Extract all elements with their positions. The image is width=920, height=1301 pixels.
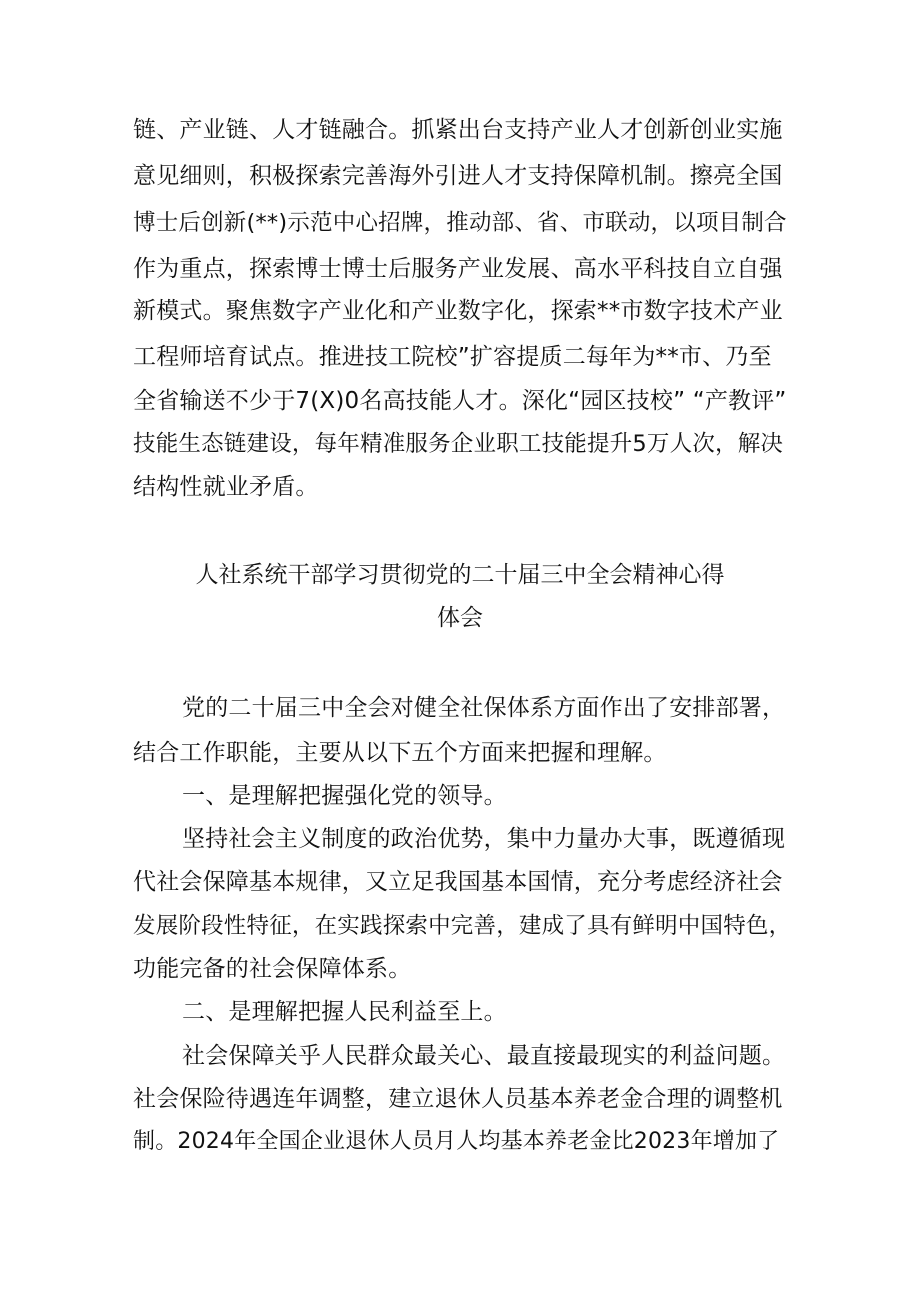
paragraph-line: 链、产业链、人才链融合。抓紧出台支持产业人才创新创业实施 (133, 117, 783, 143)
paragraph-line: 功能完备的社会保障体系。 (133, 956, 412, 982)
paragraph-line: 技能生态链建设，每年精准服务企业职工技能提升5万人次，解决 (133, 431, 784, 457)
paragraph-line: 结构性就业矛盾。 (133, 474, 319, 500)
paragraph-line: 社会保险待遇连年调整，建立退休人员基本养老金合理的调整机 (133, 1086, 783, 1112)
paragraph-line: 工程师培育试点。推进技工院校”扩容提质二每年为**市、乃至 (133, 344, 772, 370)
paragraph-line: 新模式。聚焦数字产业化和产业数字化，探索**市数字技术产业 (133, 298, 783, 324)
paragraph-line: 坚持社会主义制度的政治优势，集中力量办大事，既遵循现 (182, 826, 786, 852)
section-heading: 一、是理解把握强化党的领导。 (182, 783, 507, 809)
paragraph-line: 全省输送不少于7(X)0名高技能人才。深化“园区技校” “产教评” (133, 388, 787, 414)
paragraph-line: 发展阶段性特征，在实践探索中完善，建成了具有鲜明中国特色， (133, 913, 792, 939)
paragraph-line: 博士后创新(**)示范中心招牌，推动部、省、市联动，以项目制合 (133, 210, 787, 236)
paragraph-line: 结合工作职能，主要从以下五个方面来把握和理解。 (133, 740, 667, 766)
article-title-line-2: 体会 (437, 605, 483, 631)
paragraph-line: 代社会保障基本规律，又立足我国基本国情，充分考虑经济社会 (133, 869, 783, 895)
paragraph-line: 意见细则，积极探索完善海外引进人才支持保障机制。擦亮全国 (133, 163, 783, 189)
article-title-line-1: 人社系统干部学习贯彻党的二十届三中全会精神心得 (195, 562, 725, 588)
paragraph-line: 制。2024年全国企业退休人员月人均基本养老金比2023年增加了 (133, 1129, 780, 1154)
section-heading: 二、是理解把握人民利益至上。 (182, 999, 507, 1025)
paragraph-line: 作为重点，探索博士博士后服务产业发展、高水平科技自立自强 (133, 256, 783, 282)
paragraph-line: 党的二十届三中全会对健全社保体系方面作出了安排部署， (182, 695, 786, 721)
paragraph-line: 社会保障关乎人民群众最关心、最直接最现实的利益问题。 (182, 1043, 786, 1069)
